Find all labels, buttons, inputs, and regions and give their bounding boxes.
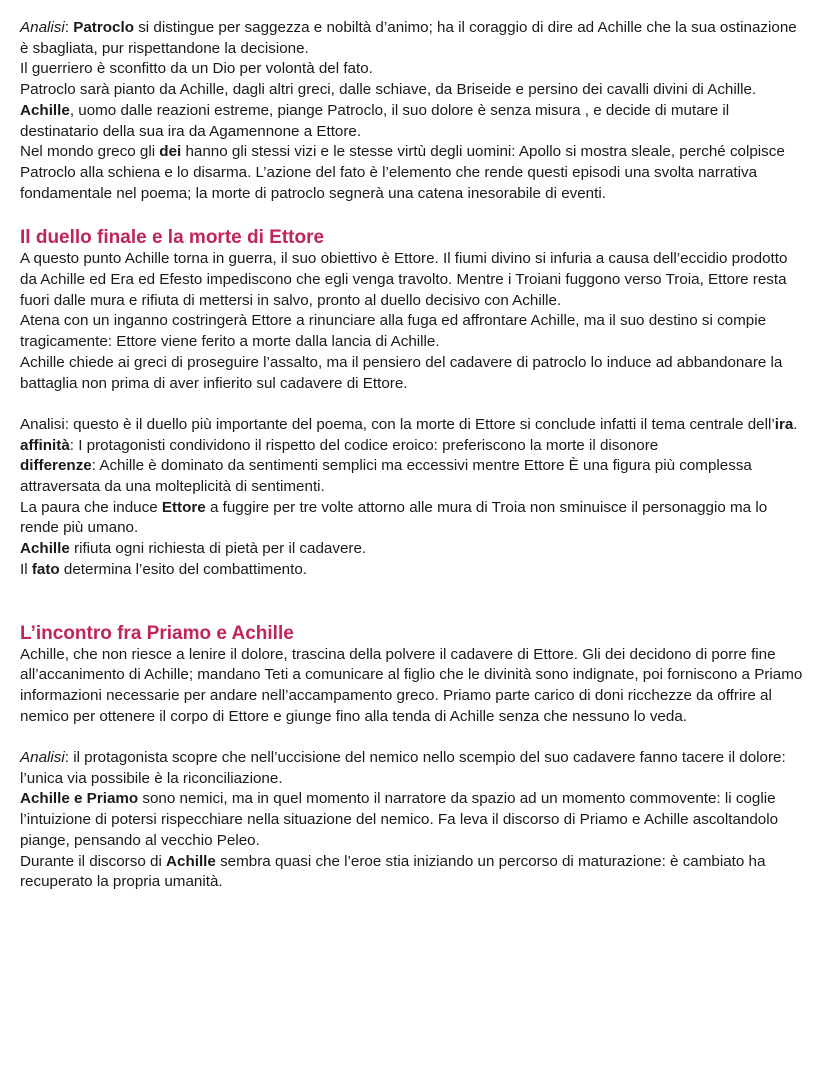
bold-dei: dei: [159, 143, 182, 161]
paragraph-patroclo-mourned: Patroclo sarà pianto da Achille, dagli altri greci, dalle schiave, da Briseide e persino dei cavalli divini di Achille.: [20, 81, 757, 99]
paragraph-fate: Il fato determina l’esito del combattimento.: [20, 560, 308, 578]
paragraph-achille-priamo: Achille e Priamo sono nemici, ma in quel momento il narratore da spazio ad un momento commovente: li coglie l’intuizione di potersi rispecchiare nella situazione del nemico. Fa leva il discorso di Priamo e Achille ascoltandolo piange, pensando al vecchio Peleo.: [20, 790, 779, 849]
bold-achille: Achille: [166, 852, 216, 870]
paragraph-achille-refuses: Achille rifiuta ogni richiesta di pietà per il cadavere.: [20, 540, 367, 558]
paragraph-duel-analysis: Analisi: questo è il duello più importante del poema, con la morte di Ettore si conclude infatti il tema centrale dell’ira.: [20, 415, 798, 433]
bold-achille-priamo: Achille e Priamo: [20, 790, 139, 808]
bold-ira: ira: [774, 415, 794, 433]
analysis-label: Analisi: [20, 19, 65, 36]
paragraph-differenze: differenze: Achille è dominato da sentimenti semplici ma eccessivi mentre Ettore È una figura più complessa attraversata da una molteplicità di sentimenti.: [20, 457, 752, 496]
bold-ettore: Ettore: [161, 498, 206, 516]
bold-achille: Achille: [20, 540, 70, 558]
section-heading-incontro: L’incontro fra Priamo e Achille: [20, 622, 294, 644]
analysis-label: Analisi: [20, 749, 65, 767]
bold-achille: Achille: [20, 101, 70, 119]
bold-differenze: differenze: [20, 457, 92, 475]
bold-patroclo: Patroclo: [73, 19, 134, 36]
spacer: [20, 394, 808, 415]
bold-affinita: affinità: [20, 436, 70, 454]
paragraph-achille-returns: A questo punto Achille torna in guerra, il suo obiettivo è Ettore. Il fiumi divino si infuria a causa dell’eccidio prodotto da Achille ed Era ed Efesto impediscono che egli venga travolto. Mentre i Troiani fuggono verso Troia, Ettore resta fuori dalle mura e rifiuta di mettersi in salvo, pronto al duello decisivo con Achille.: [20, 250, 788, 309]
paragraph-achille-assault: Achille chiede ai greci di proseguire l’assalto, ma il pensiero del cadavere di patroclo lo induce ad abbandonare la battaglia non prima di aver infierito sul cadavere di Ettore.: [20, 353, 783, 392]
paragraph-patroclo-analysis: Analisi: Patroclo si distingue per saggezza e nobiltà d’animo; ha il coraggio di dire ad Achille che la sua ostinazione è sbagliata, pur rispettandone la decisione.: [20, 19, 797, 57]
paragraph-reconciliation-analysis: Analisi: il protagonista scopre che nell’uccisione del nemico nello scempio del suo cadavere fanno tacere il dolore: l’unica via possibile è la riconciliazione.: [20, 749, 786, 787]
spacer: [20, 727, 808, 748]
paragraph-ettore-fear: La paura che induce Ettore a fuggire per tre volte attorno alle mura di Troia non sminuisce il personaggio ma lo rende più umano.: [20, 498, 768, 537]
paragraph-maturation: Durante il discorso di Achille sembra quasi che l’eroe stia iniziando un percorso di maturazione: è cambiato ha recuperato la propria umanità.: [20, 852, 766, 891]
paragraph-achille-grief-2: Achille, che non riesce a lenire il dolore, trascina della polvere il cadavere di Ettore. Gli dei decidono di porre fine all’accanimento di Achille; mandano Teti a comunicare al figlio che le divinità sono indignate, poi forniscono a Priamo informazioni necessarie per andare nell’accampamento greco. Priamo parte carico di doni ricchezze da offrire al nemico per ottenere il corpo di Ettore e giunge fino alla tenda di Achille senza che nessuno lo veda.: [20, 645, 803, 725]
paragraph-greek-gods: Nel mondo greco gli dei hanno gli stessi vizi e le stesse virtù degli uomini: Apollo si mostra sleale, perché colpisce Patroclo alla schiena e lo disarma. L’azione del fato è l’elemento che rende questi episodi una svolta narrativa fondamentale nel poema; la morte di patroclo segnerà una catena inesorabile di eventi.: [20, 143, 785, 202]
paragraph-achille-grief: Achille, uomo dalle reazioni estreme, piange Patroclo, il suo dolore è senza misura , e decide di mutare il destinatario della sua ira da Agamennone a Ettore.: [20, 101, 730, 140]
section-heading-duello: Il duello finale e la morte di Ettore: [20, 227, 325, 249]
paragraph-atena-trick: Atena con un inganno costringerà Ettore a rinunciare alla fuga ed affrontare Achille, ma il suo destino si compie tragicamente: Ettore viene ferito a morte dalla lancia di Achille.: [20, 312, 767, 351]
paragraph-affinita: affinità: I protagonisti condividono il rispetto del codice eroico: preferiscono la morte il disonore: [20, 436, 659, 454]
bold-fato: fato: [31, 560, 60, 578]
paragraph-warrior-defeated: Il guerriero è sconfitto da un Dio per volontà del fato.: [20, 60, 373, 78]
